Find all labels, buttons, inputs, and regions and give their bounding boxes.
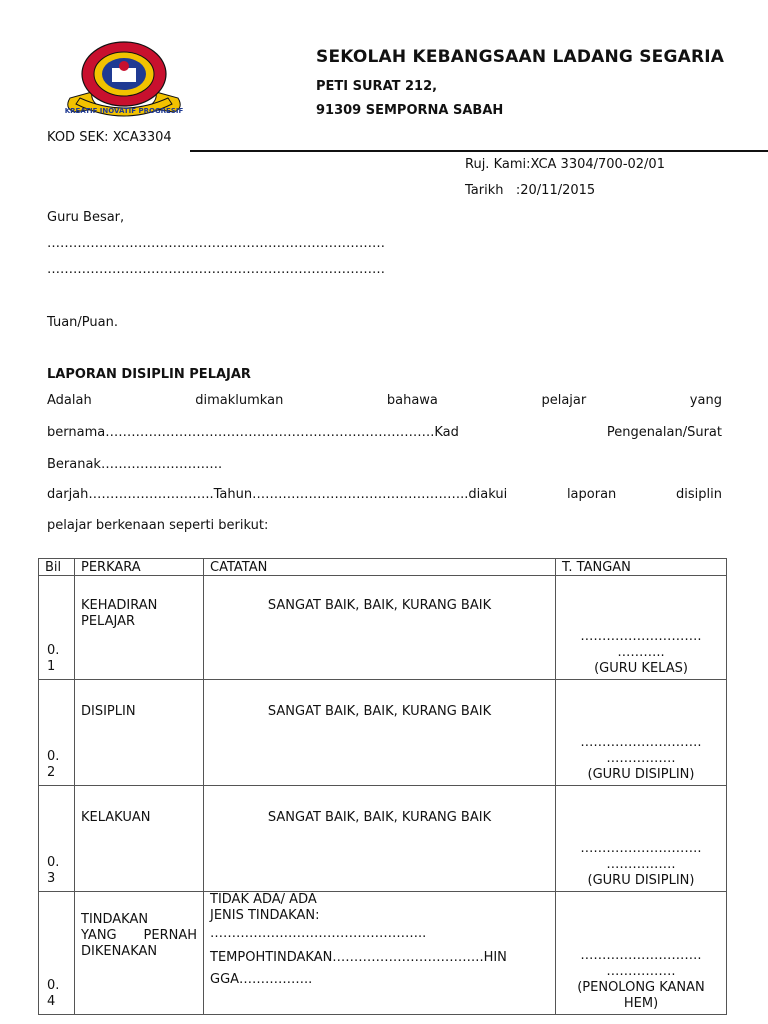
body-word: Adalah [47, 393, 92, 408]
row-catatan: TIDAK ADA/ ADA JENIS TINDAKAN: ………………………………………….. TEMPOHTINDAKAN……………………………..HIN GGA…………….. [204, 892, 556, 1015]
row-catatan: SANGAT BAIK, BAIK, KURANG BAIK [204, 576, 556, 680]
row-number: 0. 3 [39, 786, 75, 892]
salutation: Tuan/Puan. [47, 315, 118, 330]
row-perkara: TINDAKAN YANG PERNAH DIKENAKAN [75, 892, 204, 1015]
body-word: pelajar [541, 393, 587, 408]
row-catatan: SANGAT BAIK, BAIK, KURANG BAIK [204, 680, 556, 786]
logo-motto: KREATIF INOVATIF PROGRESIF [64, 107, 184, 115]
letter-subject: LAPORAN DISIPLIN PELAJAR [47, 367, 251, 382]
body-line-1 [47, 393, 722, 408]
row-signature: ………………………. ……………. (PENOLONG KANAN HEM) [556, 892, 727, 1015]
address-line-2: 91309 SEMPORNA SABAH [316, 103, 504, 118]
body-line-5: pelajar berkenaan seperti berikut: [47, 518, 269, 533]
row-number: 0. 1 [39, 576, 75, 680]
reference-number: Ruj. Kami:XCA 3304/700-02/01 [465, 157, 665, 172]
body-word: bernama………………………………………………………………….Kad [47, 425, 459, 440]
letter-date: Tarikh :20/11/2015 [465, 183, 596, 198]
body-word: laporan [566, 487, 617, 502]
row-signature: ………………………. ……………. (GURU DISIPLIN) [556, 786, 727, 892]
body-word: yang [689, 393, 722, 408]
school-name: SEKOLAH KEBANGSAAN LADANG SEGARIA [316, 47, 725, 67]
header-t-tangan: T. TANGAN [556, 559, 727, 576]
body-word: darjah………………………..Tahun…………………………………………..diakui [47, 487, 508, 502]
body-word: bahawa [386, 393, 438, 408]
body-word: disiplin [676, 487, 722, 502]
header-catatan: CATATAN [204, 559, 556, 576]
row-perkara: DISIPLIN [75, 680, 204, 786]
body-word: dimaklumkan [195, 393, 284, 408]
body-line-3: Beranak………………………. [47, 457, 223, 472]
discipline-table [38, 558, 727, 1015]
address-line-1: PETI SURAT 212, [316, 79, 438, 94]
row-perkara: KELAKUAN [75, 786, 204, 892]
row-signature: ………………………. ……….. (GURU KELAS) [556, 576, 727, 680]
body-line-2 [47, 425, 722, 440]
row-perkara: KEHADIRAN PELAJAR [75, 576, 204, 680]
school-code: KOD SEK: XCA3304 [47, 130, 172, 145]
recipient-line-1: …………………………………………………………………… [47, 236, 385, 251]
row-number: 0. 4 [39, 892, 75, 1015]
row-catatan: SANGAT BAIK, BAIK, KURANG BAIK [204, 786, 556, 892]
school-logo [62, 38, 186, 122]
table-row [39, 892, 727, 1015]
table-row [39, 786, 727, 892]
recipient-line-2: …………………………………………………………………… [47, 262, 385, 277]
body-line-4 [47, 487, 722, 502]
table-row [39, 576, 727, 680]
row-number: 0. 2 [39, 680, 75, 786]
recipient-title: Guru Besar, [47, 210, 125, 225]
row-signature: ………………………. ……………. (GURU DISIPLIN) [556, 680, 727, 786]
body-word: Pengenalan/Surat [606, 425, 722, 440]
table-header-row [39, 559, 727, 576]
header-perkara: PERKARA [75, 559, 204, 576]
header-divider [190, 150, 768, 152]
header-bil: Bil [39, 559, 75, 576]
table-row [39, 680, 727, 786]
